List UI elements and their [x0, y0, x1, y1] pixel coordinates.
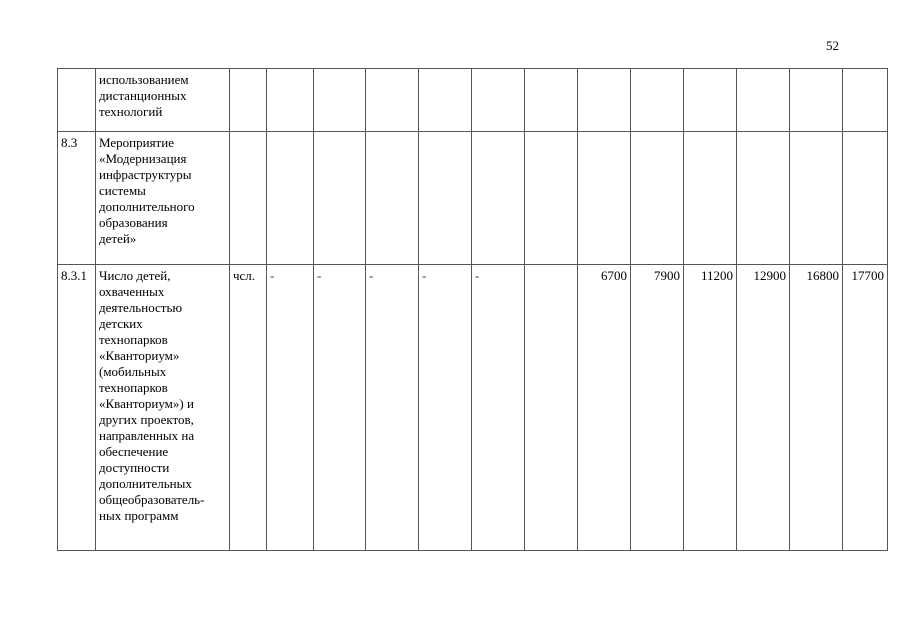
value-cell: [843, 69, 888, 132]
value-cell: 12900: [737, 265, 790, 551]
row-name-line: (мобильных: [99, 364, 167, 379]
value-cell: -: [472, 265, 525, 551]
value-cell: [737, 132, 790, 265]
row-name-cell: [96, 132, 230, 265]
table-row: [58, 69, 888, 132]
row-name-line: использованием: [99, 72, 189, 87]
row-unit-cell: чсл.: [230, 265, 267, 551]
value-cell: [631, 69, 684, 132]
row-name-line: обеспечение: [99, 444, 169, 459]
value-cell: [843, 132, 888, 265]
row-unit-cell: [230, 132, 267, 265]
row-unit-cell: [230, 69, 267, 132]
row-name-line: «Модернизация: [99, 151, 187, 166]
row-name-line: инфраструктуры: [99, 167, 192, 182]
page-number: 52: [826, 38, 839, 53]
row-name-line: дополнительных: [99, 476, 192, 491]
value-cell: -: [267, 265, 314, 551]
value-cell: [631, 132, 684, 265]
value-cell: [737, 69, 790, 132]
value-cell: -: [314, 265, 366, 551]
value-cell: 17700: [843, 265, 888, 551]
spacer-cell: [525, 132, 578, 265]
value-cell: [578, 69, 631, 132]
value-cell: 7900: [631, 265, 684, 551]
row-name-cell: [96, 265, 230, 551]
spacer-cell: [525, 69, 578, 132]
value-cell: [684, 132, 737, 265]
value-cell: [578, 132, 631, 265]
value-cell: 16800: [790, 265, 843, 551]
value-cell: [366, 69, 419, 132]
value-cell: 11200: [684, 265, 737, 551]
row-name-line: технопарков: [99, 380, 168, 395]
row-name-line: детских: [99, 316, 143, 331]
value-cell: [790, 132, 843, 265]
row-name-line: технологий: [99, 104, 163, 119]
row-name-line: дистанционных: [99, 88, 187, 103]
value-cell: 6700: [578, 265, 631, 551]
row-name-line: Число детей,: [99, 268, 171, 283]
row-name-line: детей»: [99, 231, 137, 246]
value-cell: -: [366, 265, 419, 551]
row-name-line: общеобразователь-: [99, 492, 205, 507]
row-code-cell: 8.3: [58, 132, 96, 265]
row-name-line: «Кванториум»: [99, 348, 180, 363]
table-row: [58, 265, 888, 551]
table-row: [58, 132, 888, 265]
row-name-cell: [96, 69, 230, 132]
row-name-line: направленных на: [99, 428, 195, 443]
indicator-table: [57, 68, 888, 551]
value-cell: [267, 69, 314, 132]
row-name-line: доступности: [99, 460, 170, 475]
value-cell: [419, 132, 472, 265]
row-name-line: системы: [99, 183, 146, 198]
row-name-line: деятельностью: [99, 300, 183, 315]
value-cell: [472, 69, 525, 132]
value-cell: [314, 69, 366, 132]
spacer-cell: [525, 265, 578, 551]
row-name-line: охваченных: [99, 284, 165, 299]
value-cell: [790, 69, 843, 132]
row-name-line: Мероприятие: [99, 135, 174, 150]
value-cell: [366, 132, 419, 265]
row-name-line: «Кванториум») и: [99, 396, 194, 411]
row-name-line: дополнительного: [99, 199, 195, 214]
value-cell: [267, 132, 314, 265]
value-cell: -: [419, 265, 472, 551]
row-name-line: других проектов,: [99, 412, 194, 427]
row-code-cell: 8.3.1: [58, 265, 96, 551]
value-cell: [314, 132, 366, 265]
row-name-line: ных программ: [99, 508, 179, 523]
value-cell: [419, 69, 472, 132]
value-cell: [684, 69, 737, 132]
row-code-cell: [58, 69, 96, 132]
row-name-line: технопарков: [99, 332, 168, 347]
row-name-line: образования: [99, 215, 168, 230]
value-cell: [472, 132, 525, 265]
